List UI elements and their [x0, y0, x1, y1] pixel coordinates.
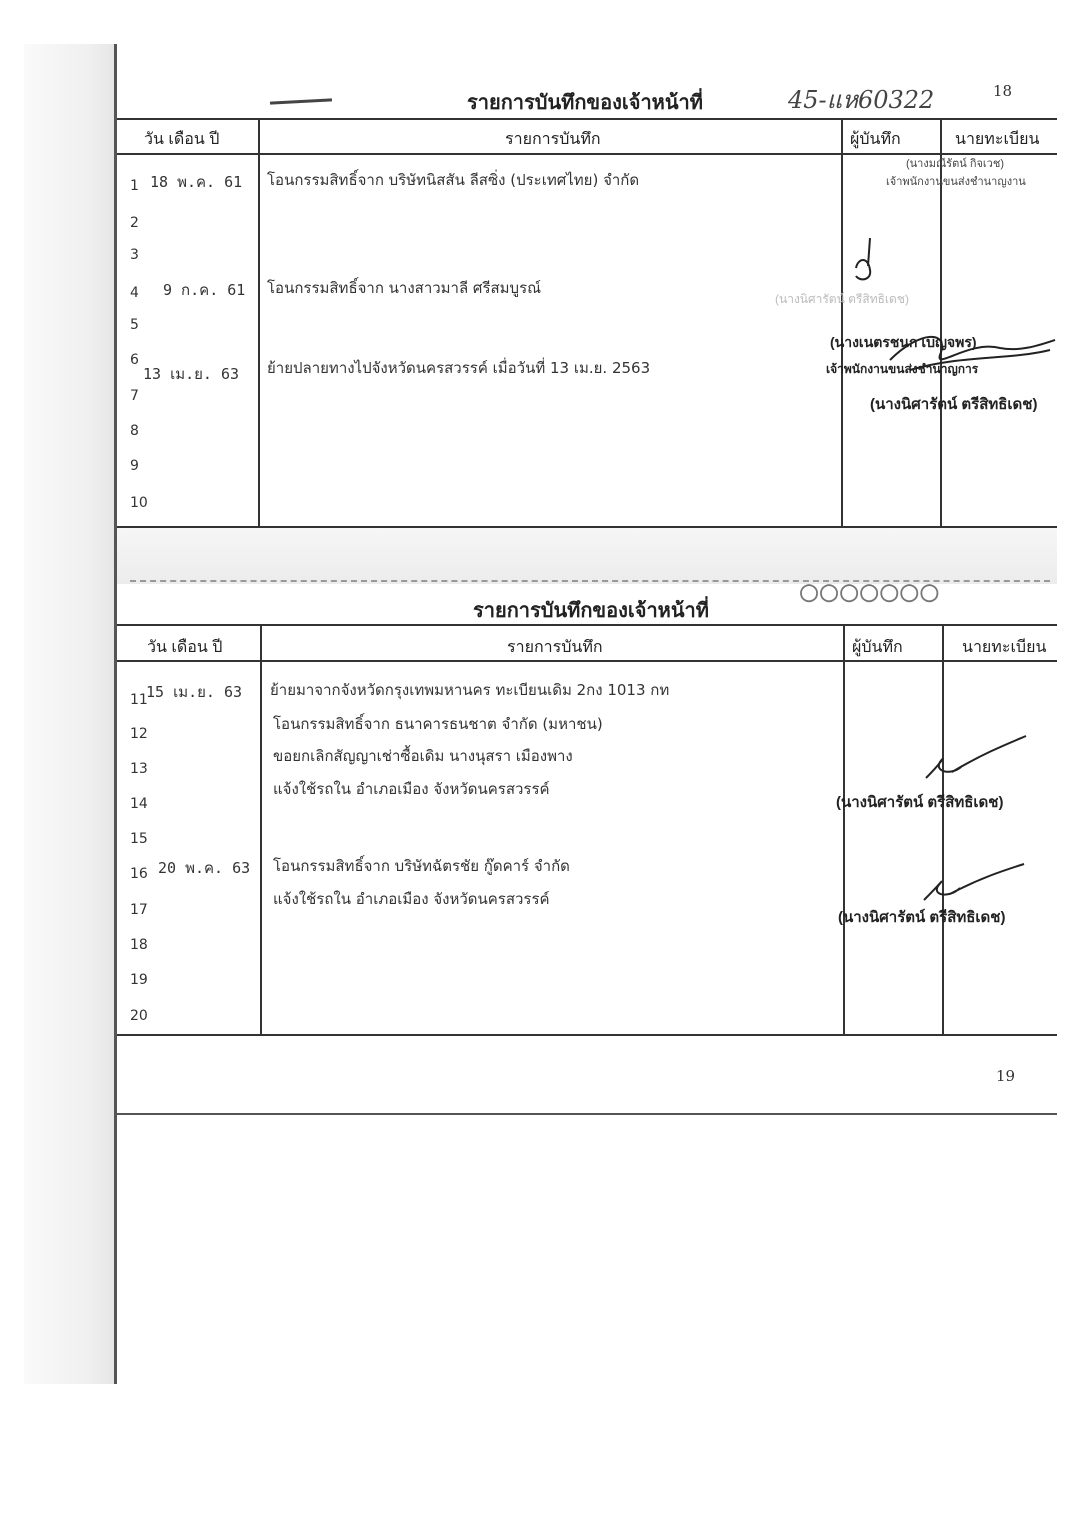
signer-name: (นางนิศารัตน์ ตรีสิทธิเดช) [838, 909, 1006, 926]
entry-date: 15 เม.ย. 63 [146, 683, 243, 701]
entry-date: 18 พ.ค. 61 [150, 173, 243, 191]
signer-name: (นางนิศารัตน์ ตรีสิทธิเดช) [870, 396, 1038, 413]
signature-scribble [920, 856, 1030, 908]
row-number: 15 [130, 831, 148, 847]
row-number: 4 [130, 285, 139, 301]
row-number: 18 [130, 937, 148, 953]
handwritten-dash [270, 98, 332, 104]
page-number-bottom: 19 [996, 1067, 1016, 1085]
row-number: 20 [130, 1008, 148, 1024]
row-number: 12 [130, 726, 148, 742]
handwritten-code: 45-แห60322 [788, 86, 935, 114]
signer-name: (นางเนตรชนก เบญจพร) [830, 334, 977, 350]
entry-text: แจ้งใช้รถใน อำเภอเมือง จังหวัดนครสวรรค์ [273, 780, 550, 798]
row-number: 8 [130, 423, 139, 439]
signature-mark [850, 236, 884, 286]
record-table-bottom [117, 624, 1057, 1036]
row-number: 13 [130, 761, 148, 777]
row-number: 6 [130, 352, 139, 368]
signature-scribble [880, 320, 1060, 380]
entry-date: 9 ก.ค. 61 [163, 281, 246, 299]
page-title-bottom: รายการบันทึกของเจ้าหน้าที่ [473, 600, 709, 622]
row-number: 2 [130, 215, 139, 231]
header-entry: รายการบันทึก [505, 131, 601, 148]
faded-stamp: (นางนิศารัตน์ ตรีสิทธิเดช) [775, 292, 909, 306]
signer-name: (นางนิศารัตน์ ตรีสิทธิเดช) [836, 794, 1004, 811]
row-number: 3 [130, 247, 139, 263]
entry-date: 13 เม.ย. 63 [143, 365, 240, 383]
row-number: 10 [130, 495, 148, 511]
faded-serial: ○○○○○○○ [800, 574, 941, 609]
entry-date: 20 พ.ค. 63 [158, 859, 251, 877]
header-registrar: นายทะเบียน [962, 639, 1047, 656]
entry-text: ย้ายปลายทางไปจังหวัดนครสวรรค์ เมื่อวันที่ 13 เม.ย. 2563 [267, 359, 651, 377]
row-number: 17 [130, 902, 148, 918]
row-number: 7 [130, 388, 139, 404]
row-number: 19 [130, 972, 148, 988]
header-entry: รายการบันทึก [507, 639, 603, 656]
entry-text: โอนกรรมสิทธิ์จาก นางสาวมาลี ศรีสมบูรณ์ [267, 279, 542, 297]
registrar-stamp-name: (นางมณีรัตน์ กิจเวช) [906, 158, 1004, 170]
row-number: 9 [130, 458, 139, 474]
entry-text: โอนกรรมสิทธิ์จาก ธนาคารธนชาต จำกัด (มหาชน) [273, 715, 603, 733]
page-bottom-edge [117, 1113, 1057, 1115]
page-number-top: 18 [993, 82, 1013, 100]
row-number: 16 [130, 866, 148, 882]
entry-text: ขอยกเลิกสัญญาเช่าซื้อเดิม นางนุสรา เมืองพาง [273, 747, 573, 765]
entry-text: โอนกรรมสิทธิ์จาก บริษัทฉัตรชัย กู๊ดคาร์ จำกัด [273, 857, 570, 875]
page-title-top: รายการบันทึกของเจ้าหน้าที่ [467, 92, 703, 114]
entry-text: ย้ายมาจากจังหวัดกรุงเทพมหานคร ทะเบียนเดิม 2กง 1013 กท [270, 681, 670, 699]
header-registrar: นายทะเบียน [955, 131, 1040, 148]
header-recorder: ผู้บันทึก [852, 639, 903, 656]
row-number: 5 [130, 317, 139, 333]
entry-text: โอนกรรมสิทธิ์จาก บริษัทนิสสัน ลีสซิ่ง (ประเทศไทย) จำกัด [267, 171, 640, 189]
header-date: วัน เดือน ปี [147, 639, 223, 656]
entry-text: แจ้งใช้รถใน อำเภอเมือง จังหวัดนครสวรรค์ [273, 890, 550, 908]
row-number: 1 [130, 178, 139, 194]
signature-scribble [922, 732, 1032, 784]
row-number: 11 [130, 692, 148, 708]
header-recorder: ผู้บันทึก [850, 131, 901, 148]
registrar-stamp-title: เจ้าพนักงานขนส่งชำนาญงาน [886, 176, 1026, 188]
header-date: วัน เดือน ปี [144, 131, 220, 148]
signer-title: เจ้าพนักงานขนส่งชำนาญการ [826, 362, 979, 376]
scan-shadow [24, 44, 114, 1384]
row-number: 14 [130, 796, 148, 812]
